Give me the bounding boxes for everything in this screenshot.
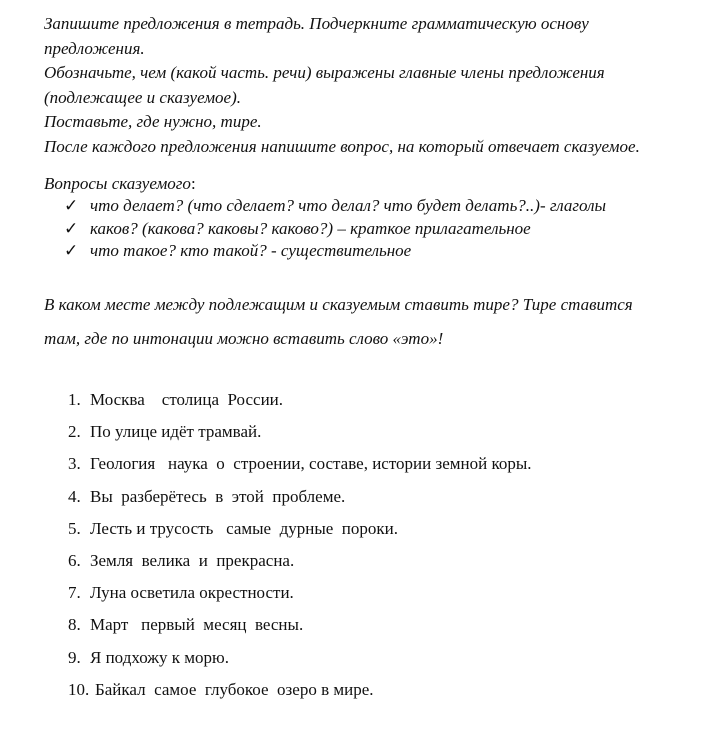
sentence-text: Земля велика и прекрасна. xyxy=(90,551,295,571)
dash-rule-note xyxy=(44,288,714,356)
sentence-number: 4. xyxy=(68,486,81,506)
questions-heading xyxy=(44,173,196,195)
check-mark-icon: ✓ xyxy=(64,241,79,261)
sentence-text: По улице идёт трамвай. xyxy=(90,422,262,442)
instruction-line: предложения. xyxy=(44,38,145,58)
list-item xyxy=(64,240,606,263)
sentence-text: Вы разберётесь в этой проблеме. xyxy=(90,486,346,506)
sentence-text: Москва столица России. xyxy=(90,390,284,409)
predicate-questions-list xyxy=(64,195,606,263)
list-item-text: каков? (какова? каковы? каково?) – краткое прилагательное xyxy=(90,218,531,238)
sentence-number: 9. xyxy=(68,647,81,667)
sentence-number: 10. xyxy=(68,679,90,699)
instruction-line: (подлежащее и сказуемое). xyxy=(44,87,241,107)
sentence-item xyxy=(68,481,532,513)
sentence-number: 5. xyxy=(68,518,81,538)
sentence-number: 6. xyxy=(68,551,81,571)
check-mark-icon: ✓ xyxy=(64,218,79,239)
instruction-line: Запишите предложения в тетрадь. Подчеркните грамматическую основу xyxy=(44,14,589,33)
sentence-number: 2. xyxy=(68,422,81,442)
sentence-number: 3. xyxy=(68,454,81,474)
sentence-item xyxy=(68,577,532,609)
list-item-text: что такое? кто такой? - существительное xyxy=(90,241,412,260)
list-item xyxy=(64,218,606,241)
sentence-item xyxy=(68,545,532,577)
sentence-number: 7. xyxy=(68,583,81,603)
sentence-text: Лесть и трусость самые дурные пороки. xyxy=(90,518,399,538)
questions-heading-colon: : xyxy=(190,174,196,193)
list-item-text: что делает? (что сделает? что делал? что будет делать?..)- глаголы xyxy=(90,196,607,215)
sentence-item xyxy=(68,448,532,480)
sentence-item xyxy=(68,642,532,674)
sentence-item xyxy=(68,513,532,545)
sentences-list xyxy=(68,384,532,706)
instruction-line: После каждого предложения напишите вопрос, на который отвечает сказуемое. xyxy=(44,136,640,156)
instruction-line: Обозначьте, чем (какой часть. речи) выражены главные члены предложения xyxy=(44,63,605,83)
sentence-item xyxy=(68,674,532,706)
sentence-text: Геология наука о строении, составе, истории земной коры. xyxy=(90,454,532,474)
sentence-text: Я подхожу к морю. xyxy=(90,647,229,667)
sentence-text: Байкал самое глубокое озеро в мире. xyxy=(95,679,374,699)
sentence-text: Луна осветила окрестности. xyxy=(90,583,294,603)
list-item xyxy=(64,195,606,218)
instructions-block xyxy=(44,12,714,160)
sentence-number: 1. xyxy=(68,390,81,409)
instruction-line: Поставьте, где нужно, тире. xyxy=(44,112,262,132)
questions-heading-text: Вопросы сказуемого xyxy=(44,174,191,193)
sentence-text: Март первый месяц весны. xyxy=(90,615,304,635)
sentence-item xyxy=(68,384,532,416)
note-line: там, где по интонации можно вставить слово «это»! xyxy=(44,329,444,348)
sentence-number: 8. xyxy=(68,615,81,635)
sentence-item xyxy=(68,609,532,641)
note-line: В каком месте между подлежащим и сказуемым ставить тире? Тире ставится xyxy=(44,295,633,314)
check-mark-icon: ✓ xyxy=(64,196,79,216)
sentence-item xyxy=(68,416,532,448)
